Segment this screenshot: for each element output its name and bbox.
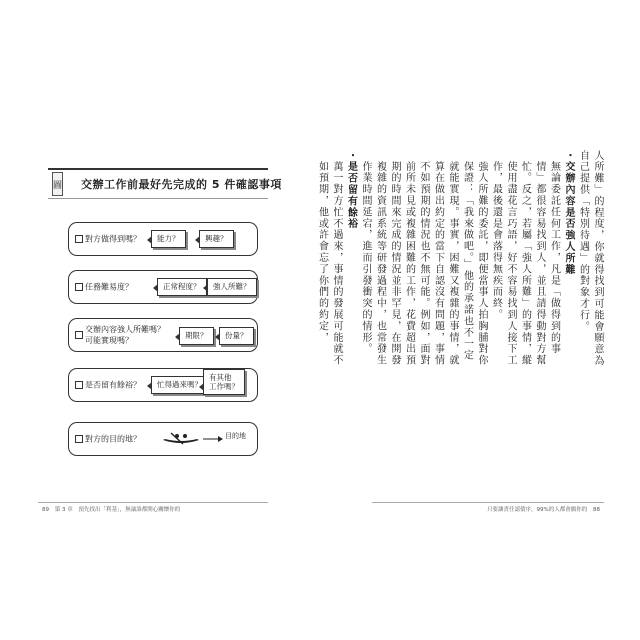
body-paragraph: 無論委託任何工作，凡是「做得到的事情」都很容易找到人，並且請得動對方幫忙。反之，若屬「強人所難」的事情，縱使用盡花言巧語，好不容易找到人接下工作，最後還是會落得無疾而終。: [490, 161, 560, 367]
speech-bubble: 強人所難？: [207, 278, 257, 296]
checklist-row-2: [68, 270, 258, 304]
checkbox-icon: [75, 435, 83, 443]
speech-bubble: [203, 369, 245, 395]
speech-bubble: 忙得過來嗎？: [151, 376, 208, 394]
section-heading: ・交辦內容是否強人所難: [563, 150, 574, 276]
speech-bubble: 能力？: [151, 230, 186, 248]
book-title: 只要讓責任認債序，99%的人都會願你的: [487, 507, 588, 513]
speech-bubble: 期限？: [179, 327, 214, 345]
chapter-label: 第 3 章: [54, 507, 73, 513]
checklist-row-4: [68, 368, 258, 402]
bubble-line: 工作嗎？: [209, 382, 239, 391]
checklist-row-1: [68, 222, 258, 256]
row-question: 對方做得到嗎？: [85, 234, 141, 244]
row-question: [85, 324, 181, 346]
destination-label: 目的地: [225, 432, 246, 440]
left-page-footer: [38, 502, 268, 513]
speech-bubble: 興趣？: [199, 230, 234, 248]
checkbox-icon: [75, 283, 83, 291]
section-heading: ・是否留有餘裕: [345, 150, 357, 230]
body-paragraph: 萬一對方忙不過來，事情的發展可能就不如預期，他或許會忘了你們的約定，: [316, 161, 342, 367]
checkbox-icon: [75, 331, 83, 339]
page-number: 89: [42, 507, 49, 513]
figure-header: [48, 168, 282, 199]
row-question: 是否留有餘裕？: [85, 380, 141, 390]
body-paragraph: 人所難」的程度，你就得找到可能會願意為自己提供「特別待遇」的對象才行。: [577, 150, 603, 367]
row-question: 任務難易度？: [85, 282, 133, 292]
figure-icon: 圖: [52, 172, 63, 196]
speech-bubble: 正常程度？: [157, 278, 207, 296]
right-page-body: [316, 150, 604, 370]
page-number: 88: [593, 507, 600, 513]
figure-title: 交辦工作前最好先完成的 5 件確認事項: [81, 178, 282, 191]
checklist-row-3: [68, 318, 258, 352]
speech-bubble: 份量？: [219, 327, 254, 345]
row-question-line: 交辦內容強人所難嗎？: [85, 325, 165, 334]
chapter-title: 預先找出「利基」，無論誰都開心關懷你的: [78, 507, 181, 513]
body-paragraph: 強人所難的委託，即便當事人拍胸脯對你保證：「我來做吧。」他的承諾也不一定就能實現。事實，困難又複雜的事情，就算在做出約定的當下自認沒有問題，事情不如預期的情況也不無可能。例如，面對前所未見或複雜困難的工作，花費超出預期的時間來完成的情況並非罕見，在開發複雜的資訊系統等研發過程中，也常發生作業時間延宕，進而引發衝突的情形。: [360, 161, 487, 367]
bubble-line: 有其他: [209, 373, 232, 382]
canoe-icon: [161, 431, 201, 447]
right-page-footer: [372, 502, 604, 513]
checkbox-icon: [75, 381, 83, 389]
arrow-right-icon: [203, 436, 223, 442]
row-question: 對方的目的地？: [85, 434, 141, 444]
checklist-row-5: [68, 422, 258, 456]
checkbox-icon: [75, 235, 83, 243]
row-question-line: 可能實現嗎？: [85, 336, 133, 345]
